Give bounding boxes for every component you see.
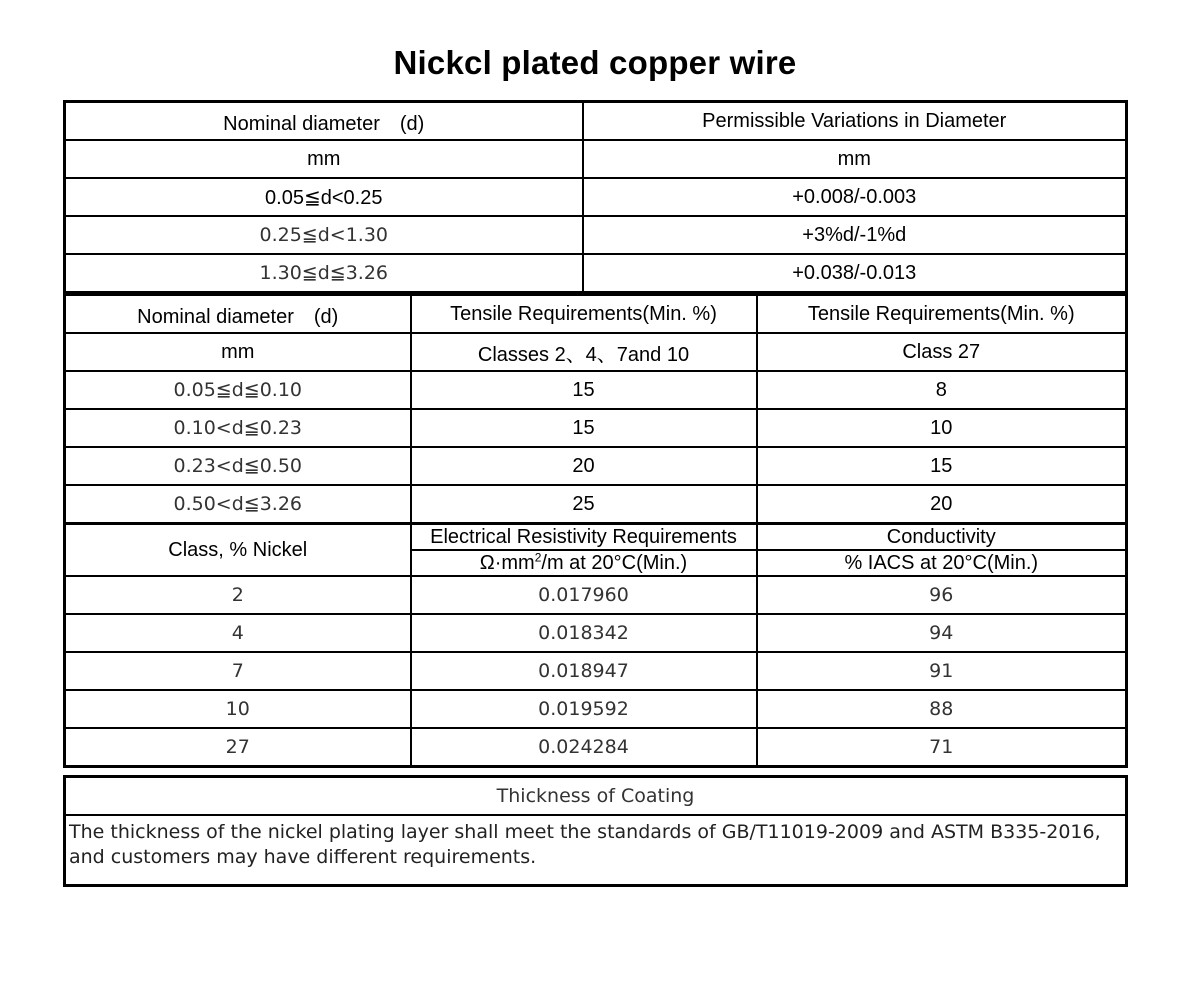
header-resistivity: Electrical Resistivity Requirements (411, 524, 757, 551)
header-permissible-variations: Permissible Variations in Diameter (583, 102, 1127, 141)
resistivity-cell: 0.018342 (411, 614, 757, 652)
conductivity-cell: 94 (757, 614, 1127, 652)
header-class-nickel: Class, % Nickel (65, 524, 411, 577)
table-unit-row (65, 140, 1127, 178)
class-cell: 7 (65, 652, 411, 690)
table-row (65, 614, 1127, 652)
resistivity-cell: 0.017960 (411, 576, 757, 614)
resistivity-conductivity-table (63, 522, 1128, 768)
table-row (65, 178, 1127, 216)
page-title: Nickcl plated copper wire (393, 44, 797, 81)
table-header-row (65, 295, 1127, 334)
header-nominal-diameter: Nominal diameter (d) (65, 102, 583, 141)
resistivity-unit-suffix: /m at 20°C(Min.) (541, 552, 688, 574)
class-cell: 4 (65, 614, 411, 652)
tensile-value-cell: 25 (411, 485, 757, 524)
diameter-range-cell: 1.30≦d≦3.26 (65, 254, 583, 293)
resistivity-unit-exponent: 2 (534, 550, 542, 565)
class-cell: 2 (65, 576, 411, 614)
unit-cell: mm (65, 140, 583, 178)
resistivity-cell: 0.019592 (411, 690, 757, 728)
diameter-variation-table (63, 100, 1128, 294)
header-tensile-class-27: Tensile Requirements(Min. %) (757, 295, 1127, 334)
table-row (65, 690, 1127, 728)
variation-cell: +0.008/-0.003 (583, 178, 1127, 216)
table-header-row (65, 777, 1127, 816)
table-row (65, 409, 1127, 447)
unit-cell: mm (583, 140, 1127, 178)
conductivity-cell: 96 (757, 576, 1127, 614)
class-cell: 10 (65, 690, 411, 728)
table-subheader-row (65, 333, 1127, 371)
tensile-requirements-table (63, 293, 1128, 525)
coating-thickness-table (63, 775, 1128, 887)
diameter-range-cell: 0.05≦d<0.25 (65, 178, 583, 216)
table-row (65, 652, 1127, 690)
table-row (65, 728, 1127, 767)
table-row (65, 371, 1127, 409)
tensile-value-cell: 15 (411, 371, 757, 409)
tensile-value-cell: 15 (757, 447, 1127, 485)
conductivity-cell: 91 (757, 652, 1127, 690)
header-nominal-diameter: Nominal diameter (d) (65, 295, 411, 334)
table-row (65, 447, 1127, 485)
tensile-value-cell: 15 (411, 409, 757, 447)
header-coating-thickness: Thickness of Coating (65, 777, 1127, 816)
table-header-row (65, 102, 1127, 141)
tensile-value-cell: 8 (757, 371, 1127, 409)
resistivity-cell: 0.024284 (411, 728, 757, 767)
table-row (65, 576, 1127, 614)
tensile-value-cell: 20 (757, 485, 1127, 524)
resistivity-cell: 0.018947 (411, 652, 757, 690)
diameter-range-cell: 0.25≦d<1.30 (65, 216, 583, 254)
header-conductivity: Conductivity (757, 524, 1127, 551)
unit-cell: mm (65, 333, 411, 371)
header-tensile-classes: Tensile Requirements(Min. %) (411, 295, 757, 334)
classes-label: Classes 2、4、7and 10 (411, 333, 757, 371)
tensile-value-cell: 20 (411, 447, 757, 485)
resistivity-unit (411, 550, 757, 576)
class-27-label: Class 27 (757, 333, 1127, 371)
tensile-value-cell: 10 (757, 409, 1127, 447)
table-row (65, 815, 1127, 886)
class-cell: 27 (65, 728, 411, 767)
diameter-range-cell: 0.50<d≦3.26 (65, 485, 411, 524)
variation-cell: +0.038/-0.013 (583, 254, 1127, 293)
table-row (65, 254, 1127, 293)
diameter-range-cell: 0.10<d≦0.23 (65, 409, 411, 447)
diameter-range-cell: 0.05≦d≦0.10 (65, 371, 411, 409)
table-row (65, 216, 1127, 254)
variation-cell: +3%d/-1%d (583, 216, 1127, 254)
conductivity-unit: % IACS at 20°C(Min.) (757, 550, 1127, 576)
table-row (65, 485, 1127, 524)
resistivity-unit-prefix: Ω·mm (479, 552, 535, 574)
diameter-range-cell: 0.23<d≦0.50 (65, 447, 411, 485)
conductivity-cell: 88 (757, 690, 1127, 728)
coating-description: The thickness of the nickel plating layer shall meet the standards of GB/T11019-2009 and ASTM B335-2016, and customers may have different requirements. (65, 815, 1127, 886)
table-header-row (65, 524, 1127, 551)
conductivity-cell: 71 (757, 728, 1127, 767)
